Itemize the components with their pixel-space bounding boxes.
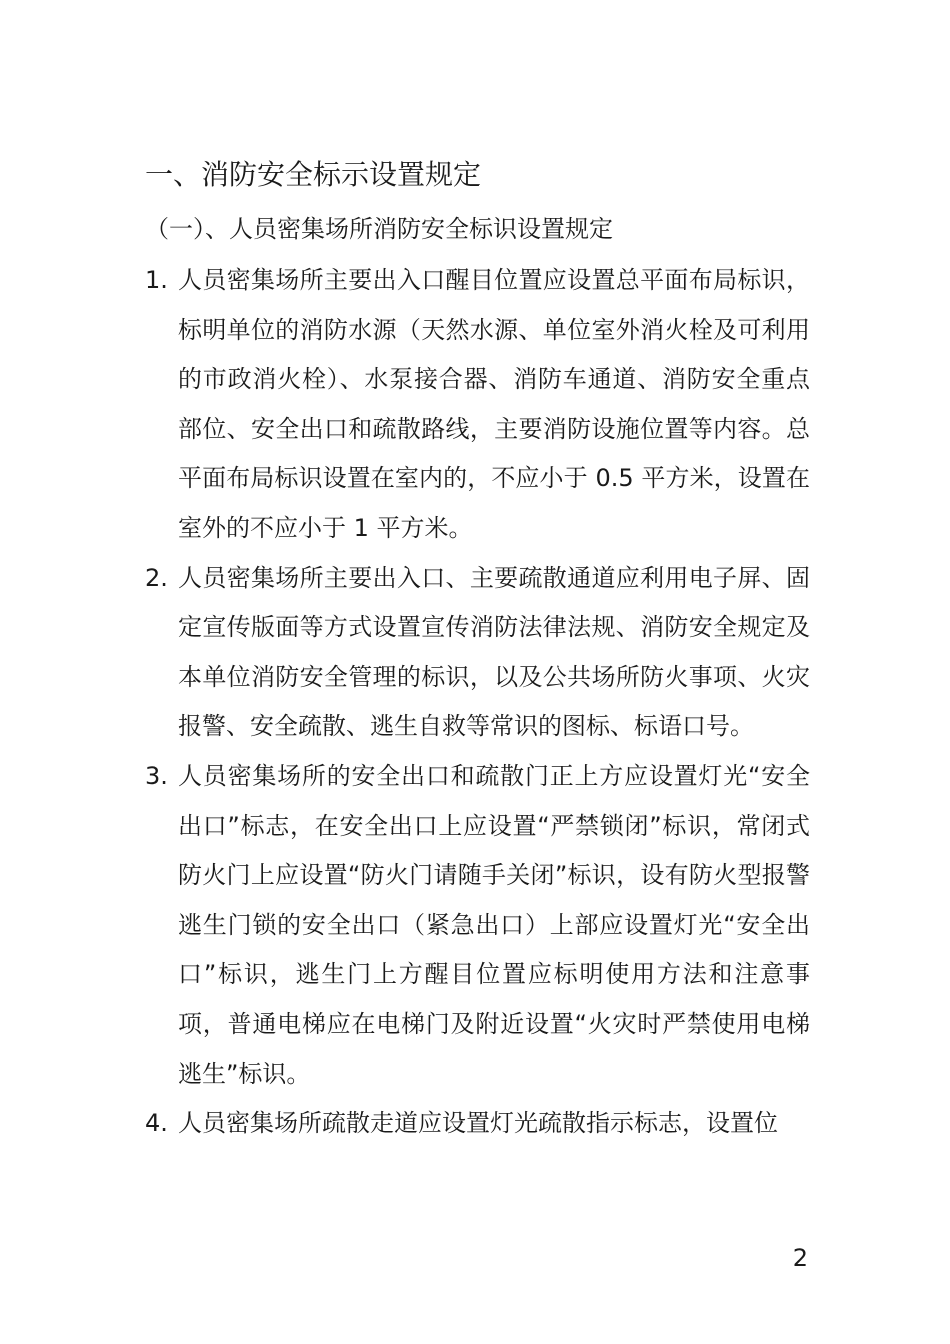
list-item-text: 人员密集场所疏散走道应设置灯光疏散指示标志，设置位 <box>178 1109 778 1138</box>
list-item <box>145 1099 810 1149</box>
list-item-text: 人员密集场所主要出入口醒目位置应设置总平面布局标识，标明单位的消防水源（天然水源、单位室外消火栓及可利用的市政消火栓）、水泵接合器、消防车通道、消防安全重点部位、安全出口和疏散路线，主要消防设施位置等内容。总平面布局标识设置在室内的，不应小于 0.5 平方米，设置在室外的不应小于 1 平方米。 <box>178 266 810 542</box>
list-item <box>145 554 810 752</box>
subsection-heading: （一）、人员密集场所消防安全标识设置规定 <box>145 215 613 243</box>
list-item-number: 3. <box>145 761 168 790</box>
section-heading: 一、消防安全标示设置规定 <box>145 158 482 191</box>
list-item-text: 人员密集场所主要出入口、主要疏散通道应利用电子屏、固定宣传版面等方式设置宣传消防法律法规、消防安全规定及本单位消防安全管理的标识，以及公共场所防火事项、火灾报警、安全疏散、逃生自救等常识的图标、标语口号。 <box>178 563 810 741</box>
list-item-text: 人员密集场所的安全出口和疏散门正上方应设置灯光“安全出口”标志，在安全出口上应设置“严禁锁闭”标识，常闭式防火门上应设置“防火门请随手关闭”标识，设有防火型报警逃生门锁的安全出口（紧急出口）上部应设置灯光“安全出口”标识，逃生门上方醒目位置应标明使用方法和注意事项，普通电梯应在电梯门及附近设置“火灾时严禁使用电梯逃生”标识。 <box>178 761 810 1088</box>
page-number: 2 <box>792 1244 808 1272</box>
list-item-number: 4. <box>145 1109 168 1138</box>
list-item-number: 1. <box>145 266 168 294</box>
list-item <box>145 752 810 1099</box>
regulation-list <box>145 256 810 1149</box>
list-item-number: 2. <box>145 563 168 592</box>
list-item <box>145 256 810 554</box>
